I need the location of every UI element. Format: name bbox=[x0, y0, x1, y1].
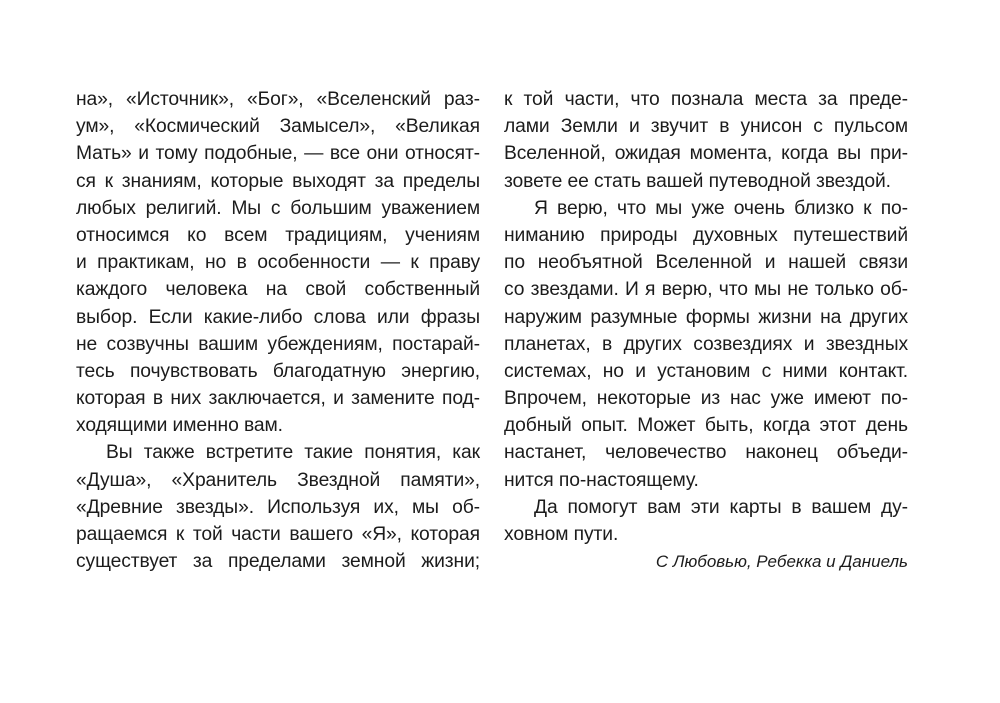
paragraph-end-line: ходящими именно вам. bbox=[76, 415, 283, 437]
text-line: Мать» и тому подобные, — все они относят- bbox=[76, 143, 480, 165]
paragraph-start-line: Да помогут вам эти карты в вашем ду- bbox=[534, 496, 908, 518]
text-line: Вселенной, ожидая момента, когда вы при- bbox=[504, 143, 908, 165]
text-line: «Душа», «Хранитель Звездной памяти», bbox=[76, 469, 480, 491]
text-line: ниманию природы духовных путешествий bbox=[504, 224, 908, 246]
paragraph-end-line: нится по-настоящему. bbox=[504, 469, 699, 491]
text-line: добный опыт. Может быть, когда этот день bbox=[504, 415, 908, 437]
text-line: системах, но и установим с ними контакт. bbox=[504, 360, 908, 382]
left-text-column bbox=[76, 86, 480, 575]
text-line: каждого человека на свой собственный bbox=[76, 279, 480, 301]
signature: С Любовью, Ребекка и Даниель bbox=[655, 552, 908, 572]
text-line: наружим разумные формы жизни на других bbox=[504, 306, 908, 328]
paragraph-start-line: Вы также встретите такие понятия, как bbox=[106, 442, 480, 464]
text-line: которая в них заключается, и замените под- bbox=[76, 388, 480, 410]
text-line: тесь почувствовать благодатную энергию, bbox=[76, 360, 480, 382]
right-text-column bbox=[504, 86, 908, 575]
text-line: любых религий. Мы с большим уважением bbox=[76, 197, 480, 219]
text-line: со звездами. И я верю, что мы не только об- bbox=[504, 279, 908, 301]
text-line: на», «Источник», «Бог», «Вселенский раз- bbox=[76, 89, 480, 110]
text-line: существует за пределами земной жизни; bbox=[76, 551, 480, 573]
text-line: к той части, что познала места за преде- bbox=[504, 89, 908, 110]
paragraph-end-line: ховном пути. bbox=[504, 524, 619, 545]
text-line: планетах, в других созвездиях и звездных bbox=[504, 333, 908, 355]
paragraph-start-line: Я верю, что мы уже очень близко к по- bbox=[534, 197, 908, 219]
paragraph-end-line: зовете ее стать вашей путеводной звездой. bbox=[504, 170, 891, 192]
text-line: «Древние звезды». Используя их, мы об- bbox=[76, 496, 480, 518]
text-line: ращаемся к той части вашего «Я», которая bbox=[76, 524, 480, 545]
text-line: ум», «Космический Замысел», «Великая bbox=[76, 116, 480, 138]
text-line: относимся ко всем традициям, учениям bbox=[76, 224, 480, 246]
text-line: по необъятной Вселенной и нашей связи bbox=[504, 252, 908, 274]
text-line: и практикам, но в особенности — к праву bbox=[76, 252, 480, 274]
text-line: не созвучны вашим убеждениям, постарай- bbox=[76, 333, 480, 355]
text-line: ся к знаниям, которые выходят за пределы bbox=[76, 170, 480, 192]
text-line: выбор. Если какие-либо слова или фразы bbox=[76, 306, 480, 328]
text-line: лами Земли и звучит в унисон с пульсом bbox=[504, 116, 908, 138]
text-line: настанет, человечество наконец объеди- bbox=[504, 442, 908, 464]
text-line: Впрочем, некоторые из нас уже имеют по- bbox=[504, 388, 908, 410]
